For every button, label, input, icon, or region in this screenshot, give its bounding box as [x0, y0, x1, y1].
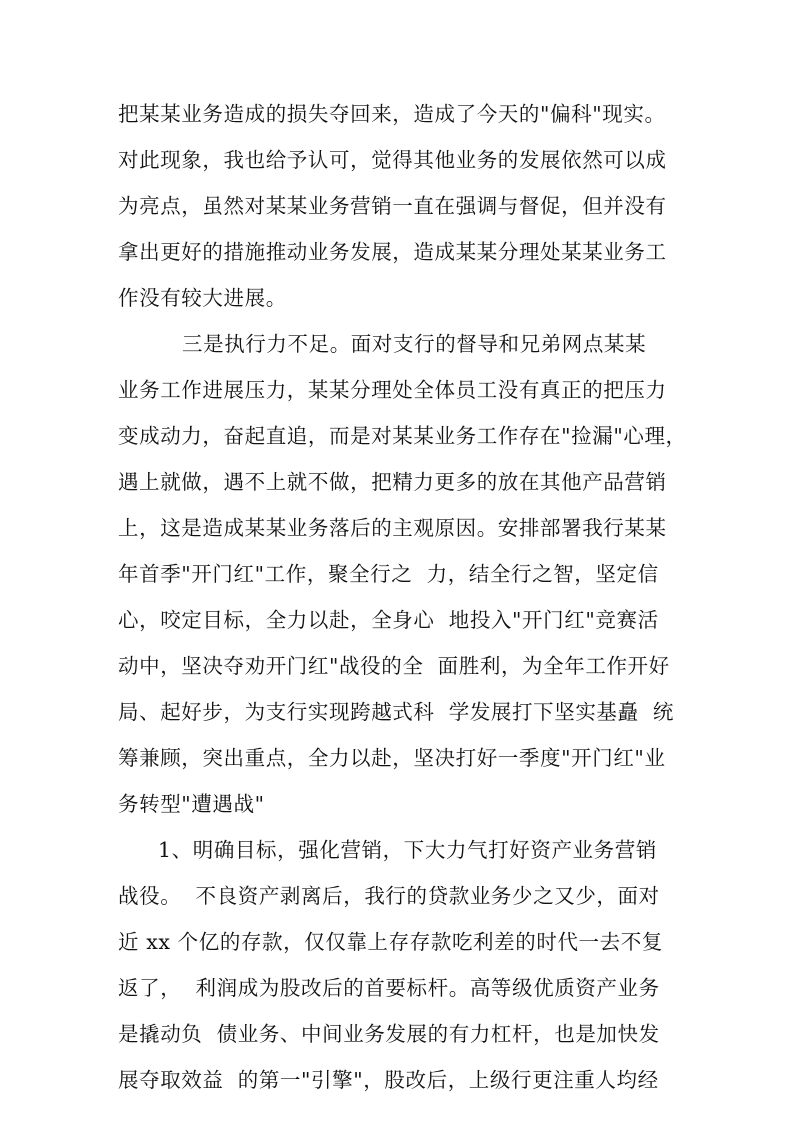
text-line: 对此现象，我也给予认可，觉得其他业务的发展依然可以成 — [118, 148, 667, 172]
text-line: 战役。 不良资产剥离后，我行的贷款业务少之又少，面对 — [118, 884, 660, 908]
text-line: 把某某业务造成的损失夺回来，造成了今天的"偏科"现实。 — [118, 102, 666, 126]
text-line: 变成动力，奋起直追，而是对某某业务工作存在"捡漏"心理， — [118, 424, 687, 448]
text-line: 业务工作进展压力，某某分理处全体员工没有真正的把压力 — [118, 378, 667, 402]
section-heading-line: 三是执行力不足。面对支行的督导和兄弟网点某某 — [182, 332, 647, 356]
text-line: 是撬动负 债业务、中间业务发展的有力杠杆，也是加快发 — [118, 1022, 660, 1046]
text-line: 遇上就做，遇不上就不做，把精力更多的放在其他产品营销 — [118, 470, 667, 494]
text-line: 务转型"遭遇战" — [118, 792, 265, 816]
text-line: 年首季"开门红"工作，聚全行之 力，结全行之智，坚定信 — [118, 562, 659, 586]
text-line: 心，咬定目标，全力以赴，全身心 地投入"开门红"竞赛活 — [118, 608, 659, 632]
text-line: 近 xx 个亿的存款，仅仅靠上存存款吃利差的时代一去不复 — [118, 930, 663, 954]
text-line: 上，这是造成某某业务落后的主观原因。安排部署我行某某 — [118, 516, 667, 540]
text-line: 筹兼顾，突出重点，全力以赴，坚决打好一季度"开门红"业 — [118, 746, 666, 770]
numbered-item-line: 1、明确目标，强化营销，下大力气打好资产业务营销 — [158, 838, 657, 862]
text-line: 作没有较大进展。 — [118, 286, 287, 310]
text-line: 展夺取效益 的第一"引擎"，股改后，上级行更注重人均经 — [118, 1068, 659, 1092]
text-line: 拿出更好的措施推动业务发展，造成某某分理处某某业务工 — [118, 240, 667, 264]
text-line: 返了， 利润成为股改后的首要标杆。高等级优质资产业务 — [118, 976, 660, 1000]
text-line: 为亮点，虽然对某某业务营销一直在强调与督促，但并没有 — [118, 194, 667, 218]
text-line: 动中，坚决夺劝开门红"战役的全 面胜利，为全年工作开好 — [118, 654, 670, 678]
text-line: 局、起好步，为支行实现跨越式科 学发展打下坚实基矗 统 — [118, 700, 674, 724]
